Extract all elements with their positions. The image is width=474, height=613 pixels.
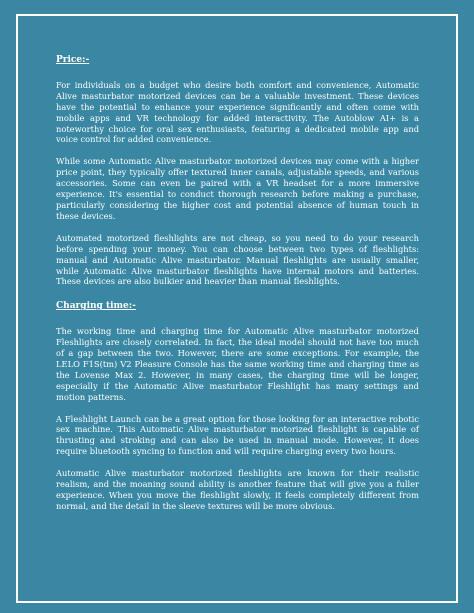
section-price [56,55,419,287]
document-body [56,55,419,523]
paragraph: Automatic Alive masturbator motorized fleshlights are known for their realistic realism, and the moaning sound ability is another feature that will give you a fuller experience. When you move the fleshlight slowly, it feels completely different from normal, and the detail in the sleeve textures will be more obvious. [56,468,419,511]
section-heading-charging-time: Charging time:- [56,301,136,312]
paragraph: While some Automatic Alive masturbator motorized devices may come with a higher price point, they typically offer textured inner canals, adjustable speeds, and various accessories. Some can even be paired with a VR headset for a more immersive experience. It's essential to conduct thorough research before making a purchase, particularly considering the higher cost and potential absence of human touch in these devices. [56,156,419,221]
paragraph: A Fleshlight Launch can be a great option for those looking for an interactive robotic sex machine. This Automatic Alive masturbator motorized fleshlight is capable of thrusting and stroking and can also be used in manual mode. However, it does require bluetooth syncing to function and will require charging every two hours. [56,413,419,457]
paragraph: The working time and charging time for Automatic Alive masturbator motorized Fleshlights are closely correlated. In fact, the ideal model should not have too much of a gap between the two. However, there are some exceptions. For example, the LELO F1S(tm) V2 Pleasure Console has the same working time and charging time as the Lovense Max 2. However, in many cases, the charging time will be longer, especially if the Automatic Alive masturbator Fleshlight has many settings and motion patterns. [56,326,419,402]
section-charging-time [56,301,419,512]
section-heading-price: Price:- [56,55,90,65]
paragraph: For individuals on a budget who desire both comfort and convenience, Automatic Alive masturbator motorized devices can be a valuable investment. These devices have the potential to enhance your experience significantly and often come with mobile apps and VR technology for added interactivity. The Autoblow AI+ is a noteworthy choice for oral sex enthusiasts, featuring a dedicated mobile app and voice control for added convenience. [56,79,419,145]
paragraph: Automated motorized fleshlights are not cheap, so you need to do your research before spending your money. You can choose between two types of fleshlights: manual and Automatic Alive masturbator. Manual fleshlights are usually smaller, while Automatic Alive masturbator fleshlights have internal motors and batteries. These devices are also bulkier and heavier than manual fleshlights. [56,232,419,287]
